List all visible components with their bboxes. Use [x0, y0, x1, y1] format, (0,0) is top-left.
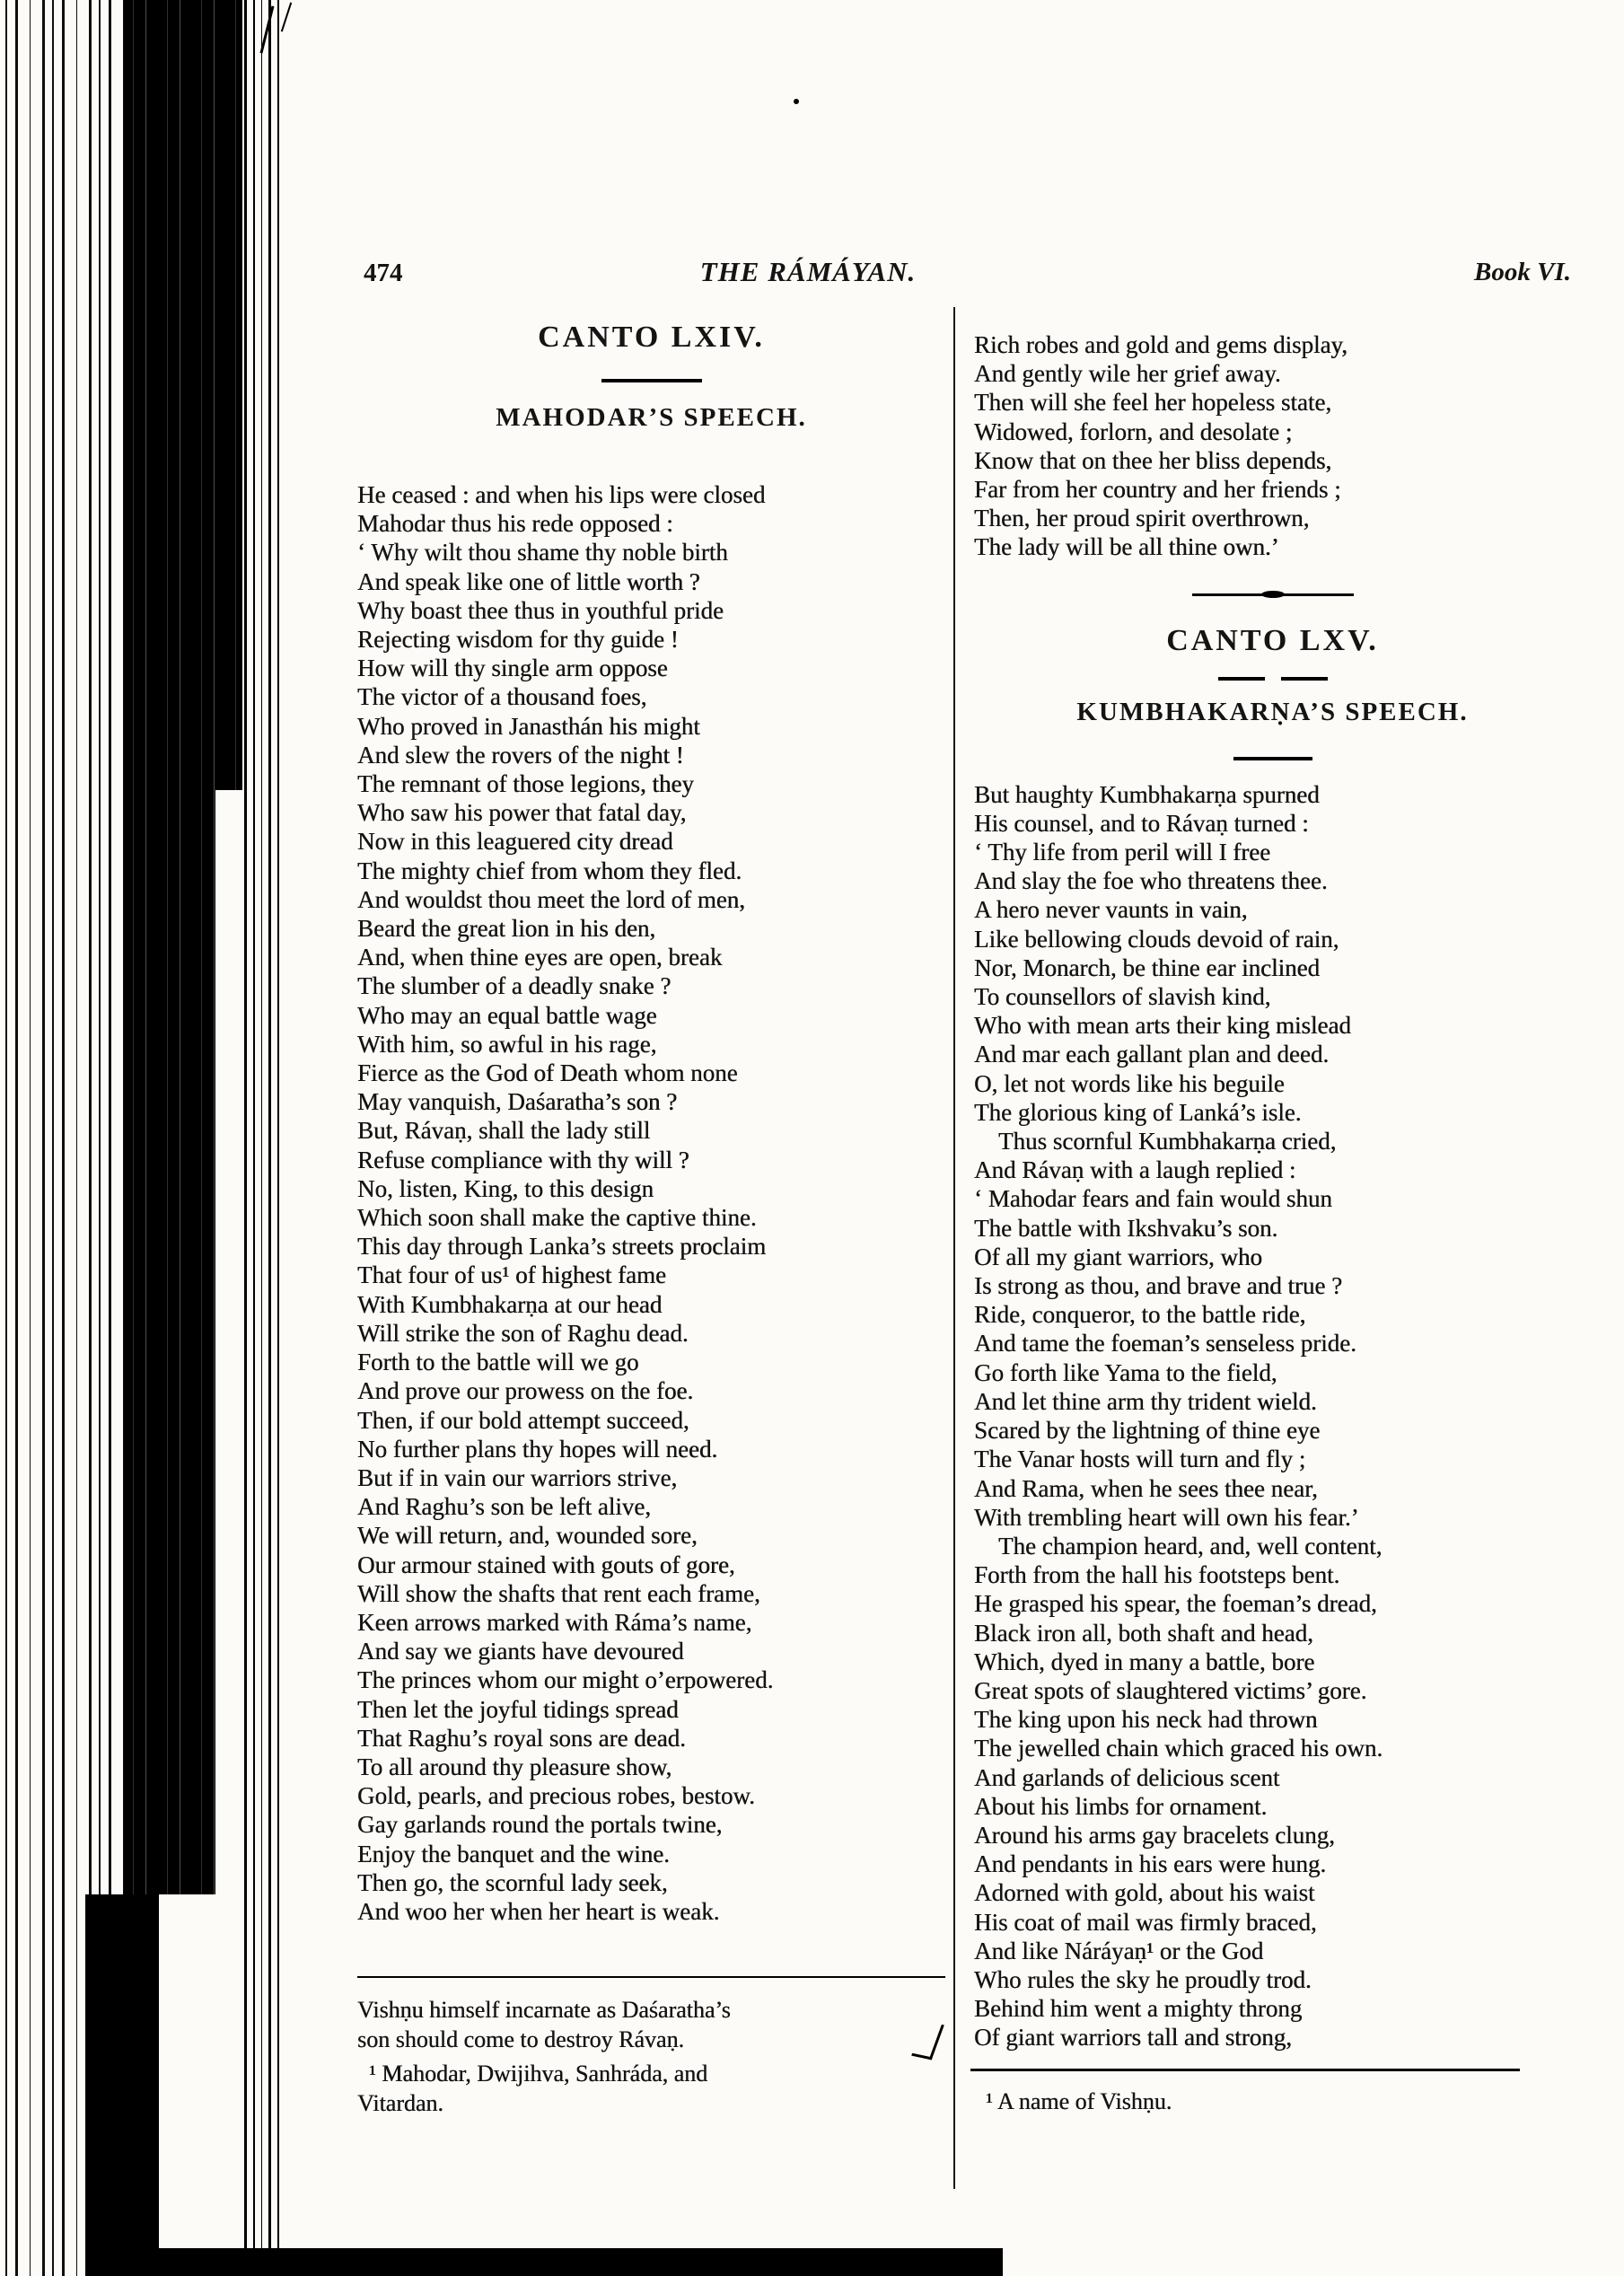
poem-line: With trembling heart will own his fear.’ — [974, 1503, 1359, 1531]
poem-line: With him, so awful in his rage, — [357, 1030, 657, 1058]
right-column — [974, 330, 1571, 2116]
poem-line: Fierce as the God of Death whom none — [357, 1059, 738, 1087]
poem-line: Vitardan. — [357, 2089, 443, 2116]
poem-line: Enjoy the banquet and the wine. — [357, 1840, 670, 1867]
ornament-diamond — [1261, 591, 1285, 598]
poem-line: Keen arrows marked with Ráma’s name, — [357, 1608, 752, 1636]
poem-line: But haughty Kumbhakarṇa spurned — [974, 780, 1320, 808]
poem-line: Will show the shafts that rent each frame, — [357, 1579, 760, 1607]
poem-line: Now in this leaguered city dread — [357, 828, 673, 856]
poem-line: Around his arms gay bracelets clung, — [974, 1821, 1335, 1849]
speech-heading-kumbhakarna: KUMBHAKARṆA’S SPEECH. — [1076, 697, 1469, 726]
poem-line: Mahodar thus his rede opposed : — [357, 510, 673, 538]
poem-line: And woo her when her heart is weak. — [357, 1897, 720, 1925]
poem-line: That Raghu’s royal sons are dead. — [357, 1724, 686, 1752]
poem-line: To counsellors of slavish kind, — [974, 983, 1271, 1011]
poem-line: Which, dyed in many a battle, bore — [974, 1648, 1315, 1675]
poem-line: Who with mean arts their king mislead — [974, 1012, 1351, 1040]
poem-line: He ceased : and when his lips were closed — [357, 481, 766, 508]
poem-line: A hero never vaunts in vain, — [974, 896, 1248, 924]
poem-line: He grasped his spear, the foeman’s dread, — [974, 1590, 1377, 1618]
poem-line: No further plans thy hopes will need. — [357, 1435, 718, 1463]
poem-line: The champion heard, and, well content, — [974, 1532, 1383, 1560]
binding-scan-bottom-block — [85, 1894, 159, 2276]
poem-line: son should come to destroy Rávaṇ. — [357, 2026, 684, 2052]
poem-canto-lxiv — [357, 480, 945, 1926]
poem-line: Like bellowing clouds devoid of rain, — [974, 925, 1339, 953]
poem-line: Know that on thee her bliss depends, — [974, 446, 1332, 474]
poem-line: Then go, the scornful lady seek, — [357, 1868, 668, 1896]
poem-line: Vishṇu himself incarnate as Daśaratha’s — [357, 1997, 731, 2024]
poem-line: The mighty chief from whom they fled. — [357, 857, 742, 884]
poem-line: The Vanar hosts will turn and fly ; — [974, 1446, 1306, 1473]
poem-line: And speak like one of little worth ? — [357, 567, 700, 595]
poem-line: The king upon his neck had thrown — [974, 1706, 1318, 1734]
poem-line: No, listen, King, to this design — [357, 1174, 654, 1202]
poem-line: Scared by the lightning of thine eye — [974, 1417, 1321, 1445]
poem-line: And slay the foe who threatens thee. — [974, 867, 1328, 895]
poem-line: And say we giants have devoured — [357, 1638, 684, 1665]
poem-line: And, when thine eyes are open, break — [357, 944, 723, 971]
canto-end-ornament-rule — [974, 591, 1571, 599]
poem-line: Then will she feel her hopeless state, — [974, 389, 1332, 417]
binding-scan-fringe — [244, 0, 284, 2276]
poem-line: Widowed, forlorn, and desolate ; — [974, 417, 1293, 445]
poem-line: Will strike the son of Raghu dead. — [357, 1319, 689, 1347]
poem-line: And pendants in his ears were hung. — [974, 1850, 1327, 1878]
poem-line: ¹ A name of Vishṇu. — [974, 2087, 1172, 2114]
binding-scan-notch — [158, 1894, 244, 2276]
scan-ink-dot — [794, 99, 799, 104]
poem-line: Forth from the hall his footsteps bent. — [974, 1561, 1340, 1589]
poem-line: Black iron all, both shaft and head, — [974, 1619, 1313, 1647]
poem-line: To all around thy pleasure show, — [357, 1753, 672, 1780]
page-number: 474 — [364, 259, 403, 287]
footnote-continuation — [357, 1996, 945, 2054]
rule-segment — [1218, 677, 1265, 681]
poem-line: Gold, pearls, and precious robes, bestow. — [357, 1782, 755, 1810]
poem-line: Who may an equal battle wage — [357, 1001, 657, 1029]
poem-line: Which soon shall make the captive thine. — [357, 1204, 757, 1232]
poem-line: Of giant warriors tall and strong, — [974, 2024, 1292, 2052]
footnote-rule — [970, 2069, 1520, 2071]
poem-line: This day through Lanka’s streets proclaim — [357, 1233, 767, 1261]
poem-canto-lxiv-end — [974, 330, 1571, 562]
poem-line: Then, if our bold attempt succeed, — [357, 1406, 689, 1434]
poem-line: Great spots of slaughtered victims’ gore. — [974, 1676, 1367, 1704]
poem-line: And tame the foeman’s senseless pride. — [974, 1330, 1356, 1358]
heading-rule — [1233, 757, 1312, 760]
poem-line: And Raghu’s son be left alive, — [357, 1493, 651, 1521]
poem-line: And Rama, when he sees thee near, — [974, 1474, 1318, 1502]
poem-line: Beard the great lion in his den, — [357, 915, 656, 943]
poem-line: But if in vain our warriors strive, — [357, 1463, 678, 1491]
poem-line: His counsel, and to Rávaṇ turned : — [974, 809, 1309, 837]
poem-line: May vanquish, Daśaratha’s son ? — [357, 1088, 678, 1116]
poem-line: O, let not words like his beguile — [974, 1069, 1285, 1097]
poem-line: And mar each gallant plan and deed. — [974, 1041, 1330, 1068]
speech-heading-mahodar: MAHODAR’S SPEECH. — [496, 403, 807, 432]
poem-line: The lady will be all thine own.’ — [974, 533, 1279, 561]
poem-line: The jewelled chain which graced his own. — [974, 1735, 1383, 1762]
poem-line: ‘ Mahodar fears and fain would shun — [974, 1185, 1332, 1213]
poem-line: Of all my giant warriors, who — [974, 1243, 1262, 1270]
poem-line: ‘ Why wilt thou shame thy noble birth — [357, 539, 728, 567]
left-column — [357, 319, 945, 2118]
poem-line: And prove our prowess on the foe. — [357, 1377, 694, 1405]
poem-line: Nor, Monarch, be thine ear inclined — [974, 953, 1321, 981]
poem-line: Gay garlands round the portals twine, — [357, 1811, 723, 1839]
poem-line: Why boast thee thus in youthful pride — [357, 596, 724, 624]
poem-line: We will return, and, wounded sore, — [357, 1522, 698, 1550]
poem-line: Is strong as thou, and brave and true ? — [974, 1272, 1343, 1300]
footnote-1-right — [974, 2087, 1571, 2117]
poem-line: And Rávaṇ with a laugh replied : — [974, 1156, 1296, 1184]
rule-segment — [1281, 677, 1328, 681]
book-label: Book VI. — [1474, 258, 1571, 286]
poem-line: Who rules the sky he proudly trod. — [974, 1965, 1312, 1993]
poem-line: Behind him went a mighty throng — [974, 1995, 1303, 2023]
poem-line: The battle with Ikshvaku’s son. — [974, 1214, 1278, 1242]
footnote-rule — [357, 1976, 945, 1978]
poem-line: And let thine arm thy trident wield. — [974, 1387, 1317, 1415]
poem-line: Then let the joyful tidings spread — [357, 1695, 679, 1723]
poem-line: The remnant of those legions, they — [357, 770, 694, 798]
poem-line: The victor of a thousand foes, — [357, 683, 647, 711]
poem-line: Adorned with gold, about his waist — [974, 1879, 1315, 1907]
page-title: THE RÁMÁYAN. — [699, 256, 917, 287]
poem-line: Who saw his power that fatal day, — [357, 799, 687, 827]
canto-heading-lxv: CANTO LXV. — [1166, 623, 1379, 657]
poem-line: About his limbs for ornament. — [974, 1792, 1268, 1820]
poem-line: But, Rávaṇ, shall the lady still — [357, 1117, 651, 1145]
poem-line: The princes whom our might o’erpowered. — [357, 1666, 774, 1694]
poem-canto-lxv — [974, 780, 1571, 2052]
poem-line: Who proved in Janasthán his might — [357, 712, 700, 740]
poem-line: Go forth like Yama to the field, — [974, 1358, 1277, 1386]
poem-line: And like Náráyaṇ¹ or the God — [974, 1937, 1264, 1964]
poem-line: And slew the rovers of the night ! — [357, 741, 684, 769]
poem-line: The slumber of a deadly snake ? — [357, 972, 672, 1000]
poem-line: And gently wile her grief away. — [974, 360, 1281, 388]
poem-line: That four of us¹ of highest fame — [357, 1261, 666, 1289]
poem-line: How will thy single arm oppose — [357, 655, 668, 682]
poem-line: The glorious king of Lanká’s isle. — [974, 1098, 1302, 1126]
poem-line: Thus scornful Kumbhakarṇa cried, — [974, 1128, 1337, 1156]
heading-double-rule — [974, 677, 1571, 681]
poem-line: Rich robes and gold and gems display, — [974, 331, 1347, 358]
poem-line: Far from her country and her friends ; — [974, 476, 1341, 504]
poem-line: With Kumbhakarṇa at our head — [357, 1290, 663, 1318]
poem-line: Forth to the battle will we go — [357, 1349, 639, 1376]
poem-line: ¹ Mahodar, Dwijihva, Sanhráda, and — [357, 2061, 708, 2087]
poem-line: Then, her proud spirit overthrown, — [974, 505, 1310, 532]
footnote-1-left — [357, 2060, 945, 2118]
poem-line: Our armour stained with gouts of gore, — [357, 1551, 735, 1578]
poem-line: ‘ Thy life from peril will I free — [974, 839, 1271, 866]
poem-line: His coat of mail was firmly braced, — [974, 1908, 1317, 1936]
poem-line: And wouldst thou meet the lord of men, — [357, 885, 745, 913]
poem-line: Refuse compliance with thy will ? — [357, 1146, 689, 1173]
heading-rule — [601, 379, 702, 382]
poem-line: Ride, conqueror, to the battle ride, — [974, 1301, 1306, 1329]
scan-bottom-bar — [85, 2248, 1003, 2276]
poem-line: And garlands of delicious scent — [974, 1763, 1280, 1791]
column-divider-rule — [953, 307, 955, 2189]
canto-heading-lxiv: CANTO LXIV. — [538, 321, 765, 354]
poem-line: Rejecting wisdom for thy guide ! — [357, 626, 679, 654]
